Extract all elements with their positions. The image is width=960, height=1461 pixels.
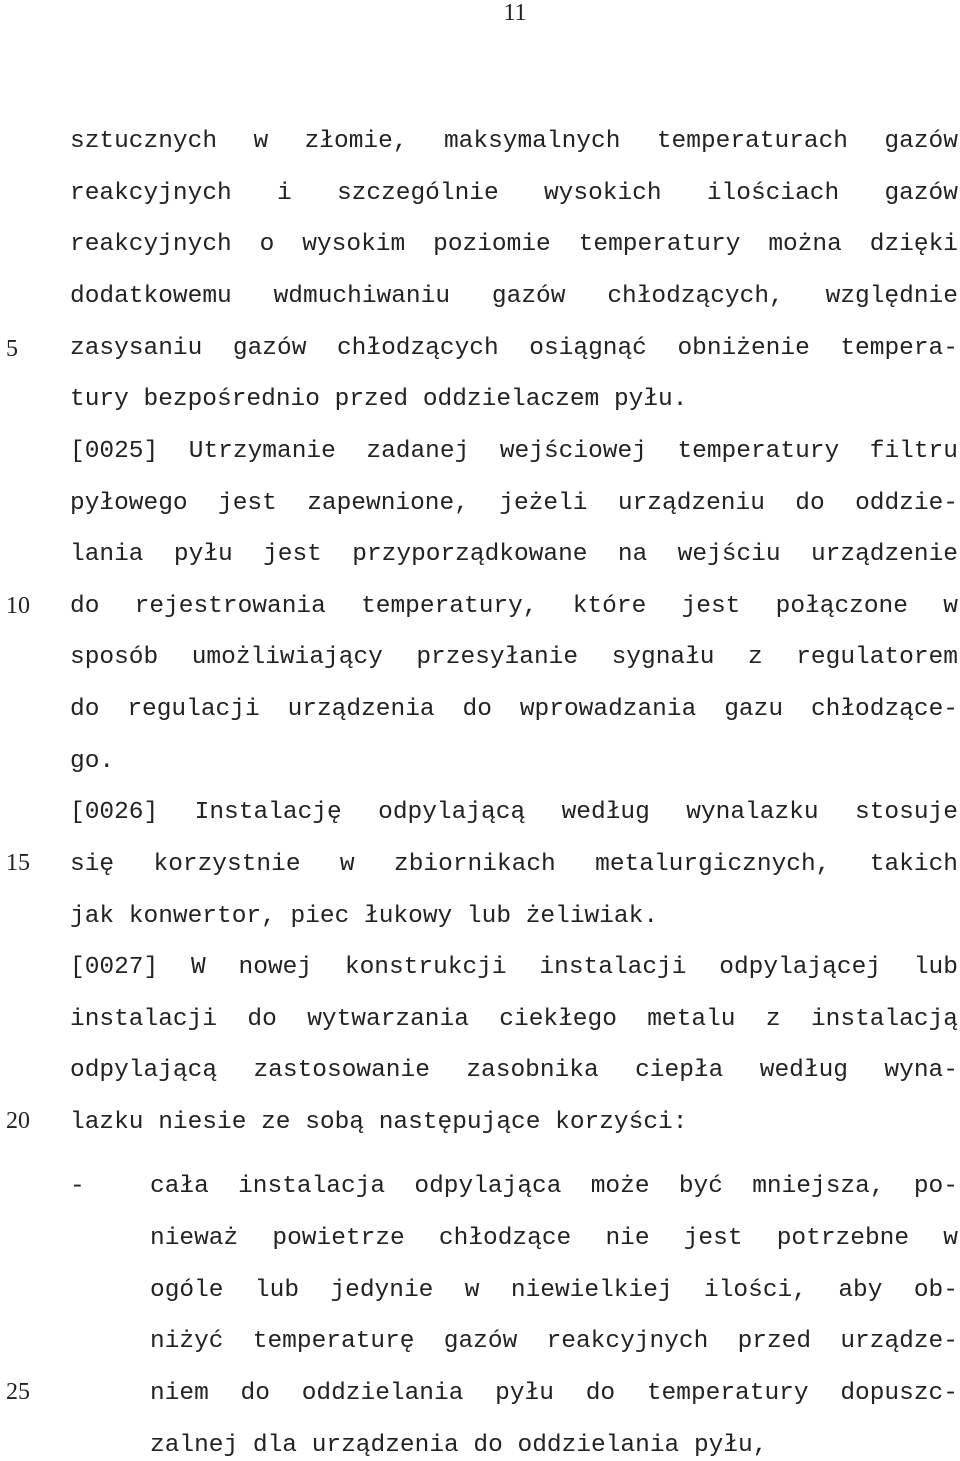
line-number: 10 <box>6 593 30 619</box>
text-line: się korzystnie w zbiornikach metalurgicznych, takich <box>70 851 958 878</box>
line-number: 20 <box>6 1108 30 1134</box>
text-line: do regulacji urządzenia do wprowadzania gazu chłodzące- <box>70 696 958 723</box>
text-line: instalacji do wytwarzania ciekłego metalu z instalacją <box>70 1006 958 1033</box>
bullet-text-line: niżyć temperaturę gazów reakcyjnych przed urządze- <box>150 1328 958 1355</box>
text-line: sposób umożliwiający przesyłanie sygnału z regulatorem <box>70 644 958 671</box>
text-line: tury bezpośrednio przed oddzielaczem pyłu. <box>70 386 688 413</box>
bullet-dash: - <box>70 1173 85 1200</box>
bullet-text-line: nieważ powietrze chłodzące nie jest potrzebne w <box>150 1225 958 1252</box>
text-line: zasysaniu gazów chłodzących osiągnąć obniżenie tempera- <box>70 335 958 362</box>
text-line: [0026] Instalację odpylającą według wynalazku stosuje <box>70 799 958 826</box>
line-number: 15 <box>6 850 30 876</box>
text-line: do rejestrowania temperatury, które jest połączone w <box>70 593 958 620</box>
text-line: pyłowego jest zapewnione, jeżeli urządzeniu do oddzie- <box>70 490 958 517</box>
bullet-text-line: zalnej dla urządzenia do oddzielania pyłu, <box>150 1432 768 1459</box>
text-line: dodatkowemu wdmuchiwaniu gazów chłodzących, względnie <box>70 283 958 310</box>
bullet-text-line: cała instalacja odpylająca może być mniejsza, po- <box>150 1173 958 1200</box>
line-number: 5 <box>6 336 18 362</box>
text-line: lazku niesie ze sobą następujące korzyści: <box>70 1109 688 1136</box>
text-line: [0027] W nowej konstrukcji instalacji odpylającej lub <box>70 954 958 981</box>
line-number: 25 <box>6 1379 30 1405</box>
page-number: 11 <box>503 0 527 26</box>
text-line: reakcyjnych o wysokim poziomie temperatury można dzięki <box>70 231 958 258</box>
text-line: [0025] Utrzymanie zadanej wejściowej temperatury filtru <box>70 438 958 465</box>
text-line: sztucznych w złomie, maksymalnych temperaturach gazów <box>70 128 958 155</box>
text-line: go. <box>70 748 115 775</box>
bullet-text-line: ogóle lub jedynie w niewielkiej ilości, aby ob- <box>150 1277 958 1304</box>
bullet-text-line: niem do oddzielania pyłu do temperatury dopuszc- <box>150 1380 958 1407</box>
text-line: lania pyłu jest przyporządkowane na wejściu urządzenie <box>70 541 958 568</box>
text-line: odpylającą zastosowanie zasobnika ciepła według wyna- <box>70 1057 958 1084</box>
text-line: jak konwertor, piec łukowy lub żeliwiak. <box>70 903 659 930</box>
text-line: reakcyjnych i szczególnie wysokich ilościach gazów <box>70 180 958 207</box>
